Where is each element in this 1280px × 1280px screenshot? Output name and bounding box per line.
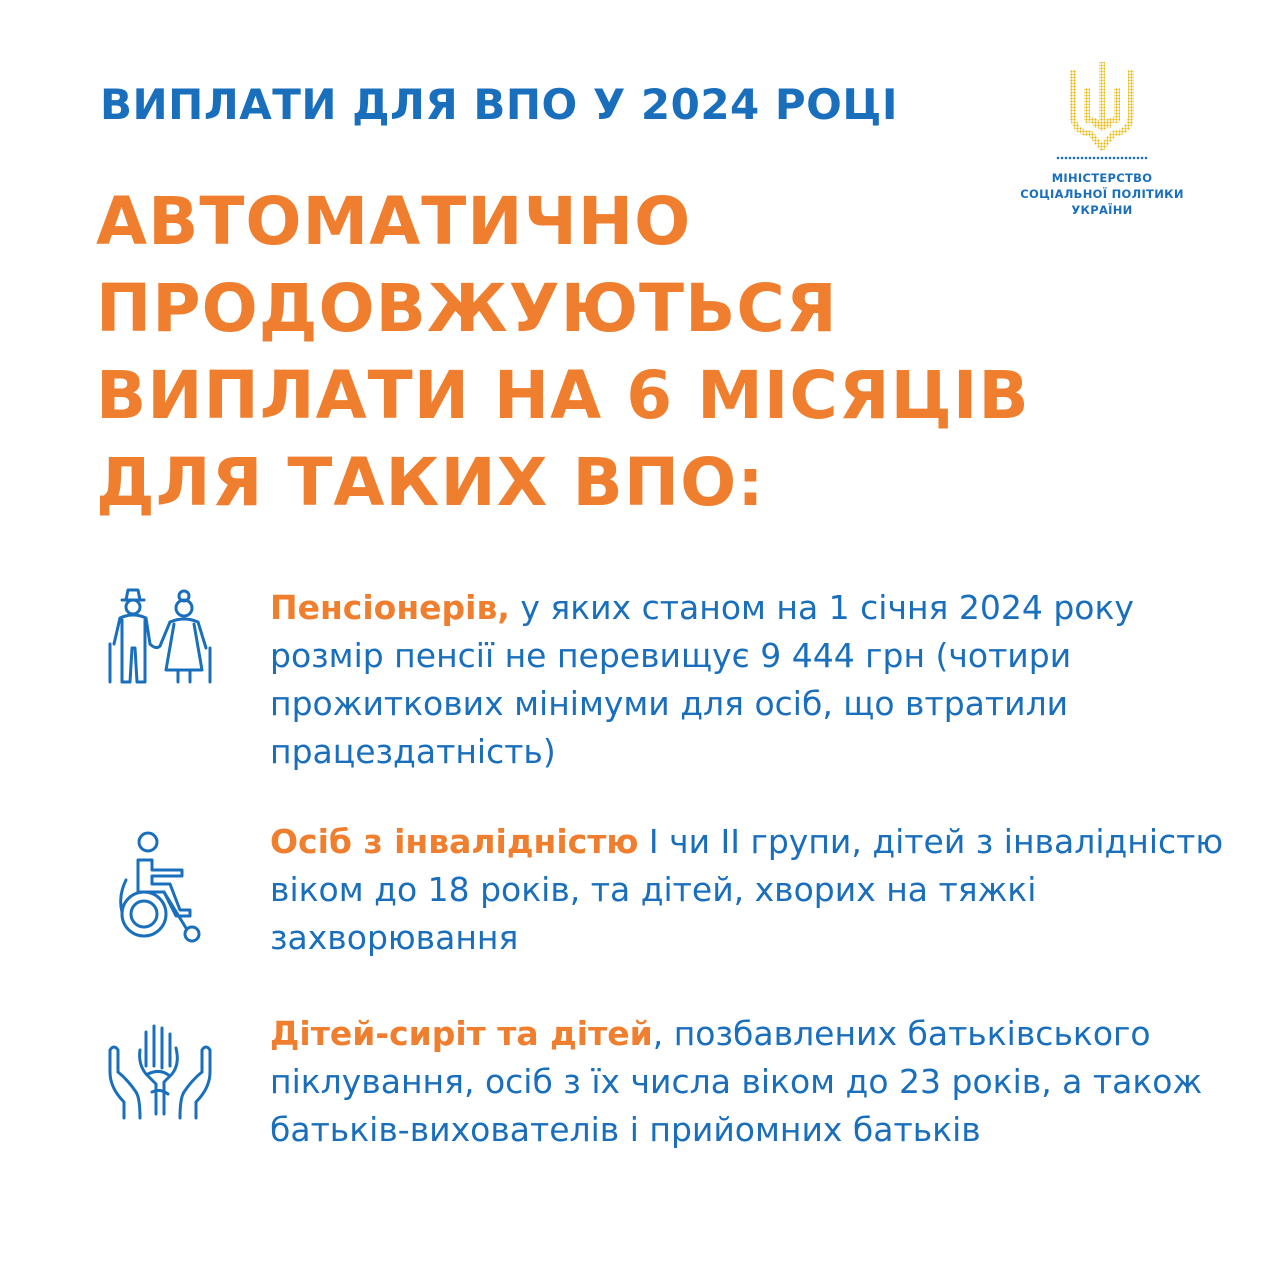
logo-text-line1: МІНІСТЕРСТВО [1051, 171, 1153, 185]
page-subtitle: ВИПЛАТИ ДЛЯ ВПО У 2024 РОЦІ [100, 80, 898, 129]
list-item [270, 818, 1230, 962]
item-lead: Дітей-сиріт та дітей [270, 1014, 653, 1053]
item-lead: Пенсіонерів, [270, 588, 510, 627]
logo-divider [1056, 156, 1148, 160]
item-lead: Осіб з інвалідністю [270, 822, 639, 861]
trident-emblem-icon [1067, 58, 1137, 152]
item-text: у яких станом на 1 січня 2024 року розмір пенсії не перевищує 9 444 грн (чотири прожиткових мінімуми для осіб, що втратили працездатність) [270, 588, 1134, 771]
list-item [270, 1010, 1230, 1154]
logo-text-line3: УКРАЇНИ [1071, 203, 1133, 217]
wheelchair-icon [104, 830, 208, 946]
logo-text-line2: СОЦІАЛЬНОЇ ПОЛІТИКИ [1020, 187, 1184, 201]
caring-hands-icon [104, 1020, 216, 1122]
headline [96, 178, 1096, 526]
elderly-couple-icon [104, 586, 216, 686]
headline-line: ДЛЯ ТАКИХ ВПО: [96, 444, 765, 521]
headline-line: ПРОДОВЖУЮТЬСЯ [96, 270, 838, 347]
headline-line: АВТОМАТИЧНО [96, 183, 692, 260]
headline-line: ВИПЛАТИ НА 6 МІСЯЦІВ [96, 357, 1030, 434]
item-text: , позбавлених батьківського піклування, осіб з їх числа віком до 23 років, а також батьків-вихователів і прийомних батьків [270, 1014, 1203, 1149]
item-text: I чи II групи, дітей з інвалідністю віком до 18 років, та дітей, хворих на тяжкі захворювання [270, 822, 1224, 957]
list-item [270, 584, 1230, 776]
